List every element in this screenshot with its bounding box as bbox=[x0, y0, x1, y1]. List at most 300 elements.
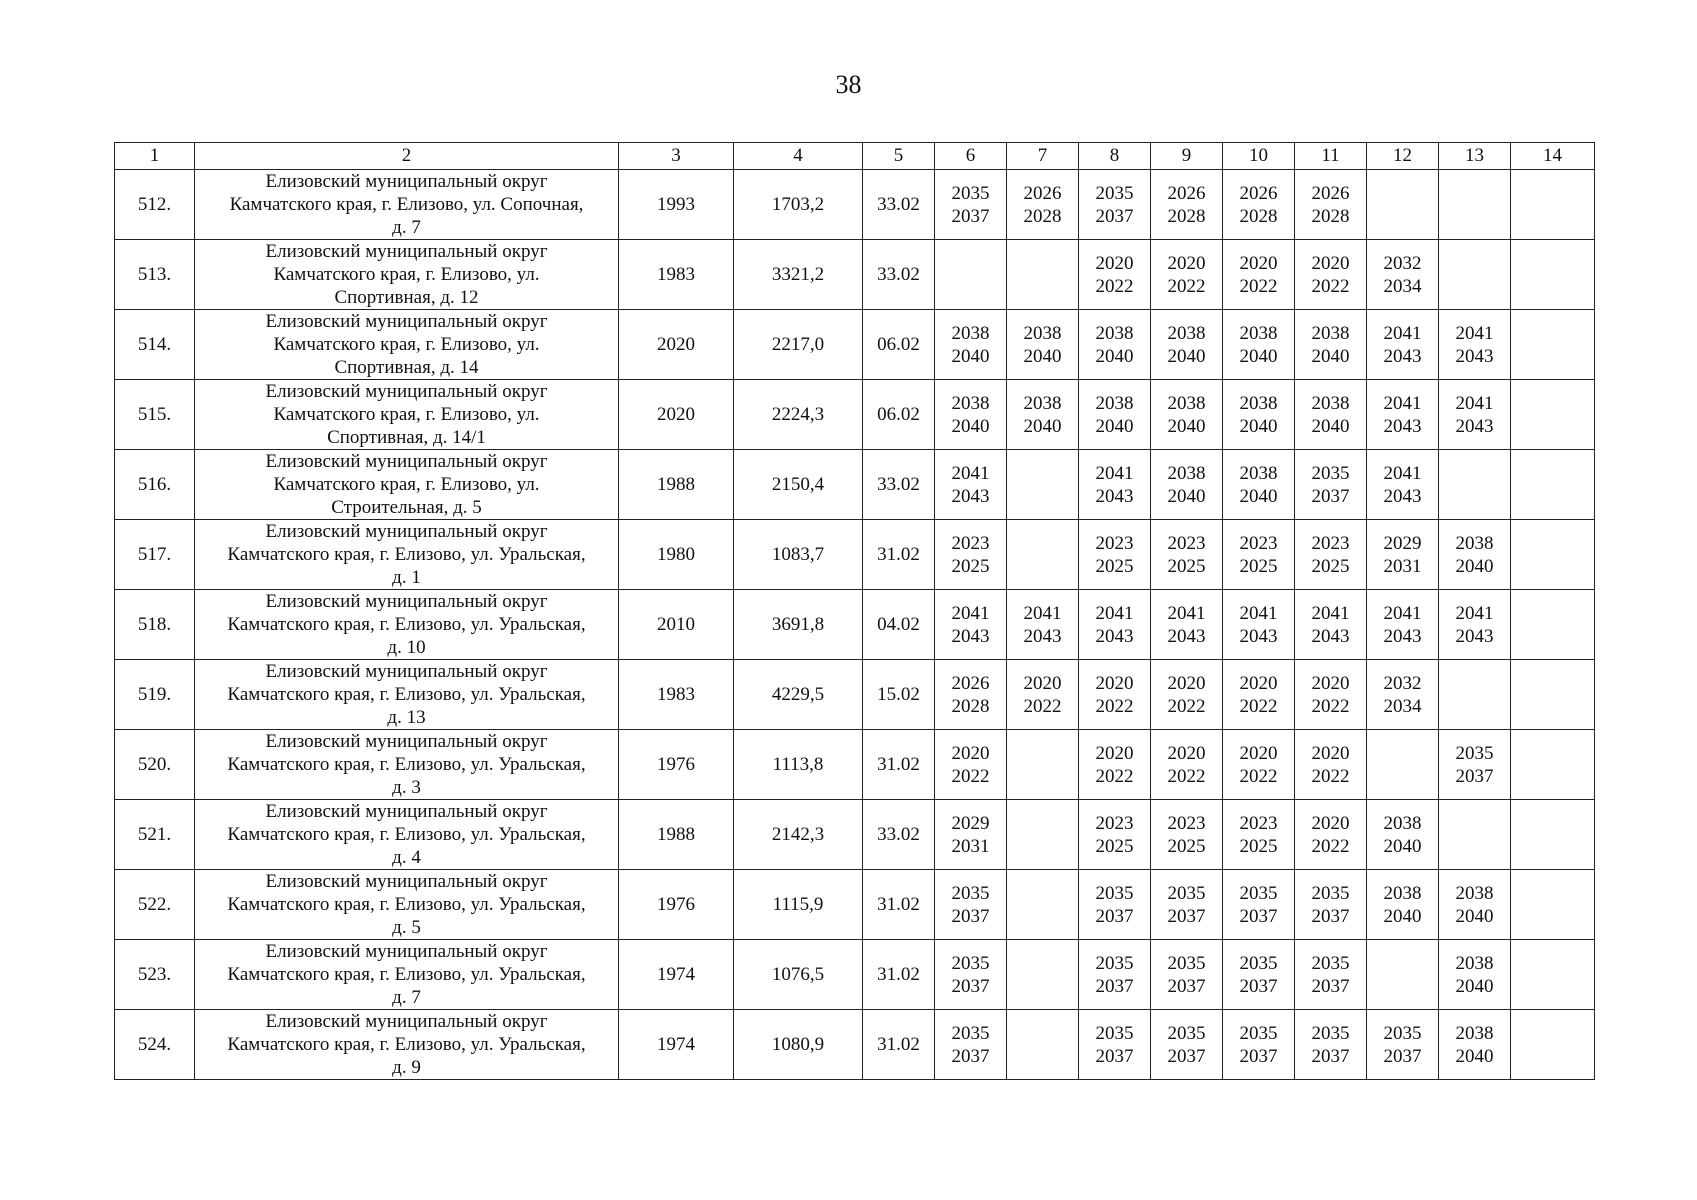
period-end: 2022 bbox=[1095, 275, 1134, 297]
address-cell bbox=[195, 800, 619, 870]
address-line: Елизовский муниципальный округ bbox=[265, 801, 548, 822]
period-end: 2034 bbox=[1383, 275, 1422, 297]
period-end: 2040 bbox=[1311, 415, 1350, 437]
area-cell: 2142,3 bbox=[734, 800, 863, 870]
row-number: 517. bbox=[115, 520, 195, 590]
period-end: 2043 bbox=[1455, 415, 1494, 437]
period-start: 2023 bbox=[951, 532, 990, 554]
period-cell bbox=[1511, 520, 1595, 590]
period-start: 2038 bbox=[1239, 322, 1278, 344]
period-start: 2038 bbox=[1383, 812, 1422, 834]
period-cell bbox=[1367, 450, 1439, 520]
period-cell bbox=[1223, 800, 1295, 870]
address-cell bbox=[195, 940, 619, 1010]
period-cell bbox=[1007, 870, 1079, 940]
address-line: Камчатского края, г. Елизово, ул. Уральская, bbox=[227, 684, 586, 705]
column-header: 10 bbox=[1223, 143, 1295, 170]
year-built-cell: 1974 bbox=[619, 940, 734, 1010]
period-cell bbox=[1007, 170, 1079, 240]
period-cell bbox=[1079, 590, 1151, 660]
address-line: Камчатского края, г. Елизово, ул. Уральская, bbox=[227, 544, 586, 565]
address-line: Елизовский муниципальный округ bbox=[265, 451, 548, 472]
period-start: 2026 bbox=[1311, 182, 1350, 204]
year-built-cell: 1983 bbox=[619, 240, 734, 310]
period-start: 2041 bbox=[951, 462, 990, 484]
address-line: Строительная, д. 5 bbox=[331, 497, 482, 518]
column-header: 1 bbox=[115, 143, 195, 170]
period-end: 2043 bbox=[1023, 625, 1062, 647]
period-start: 2032 bbox=[1383, 672, 1422, 694]
period-cell bbox=[1367, 380, 1439, 450]
address-line: Камчатского края, г. Елизово, ул. bbox=[273, 474, 540, 495]
period-cell bbox=[1007, 1010, 1079, 1080]
table-row bbox=[115, 870, 1595, 940]
period-end: 2034 bbox=[1383, 695, 1422, 717]
period-end: 2040 bbox=[1167, 485, 1206, 507]
period-cell bbox=[1295, 940, 1367, 1010]
period-cell bbox=[1223, 450, 1295, 520]
period-end: 2040 bbox=[1023, 415, 1062, 437]
period-cell bbox=[1439, 240, 1511, 310]
period-end: 2037 bbox=[1239, 905, 1278, 927]
period-cell bbox=[1511, 590, 1595, 660]
period-end: 2022 bbox=[1095, 695, 1134, 717]
year-built-cell: 1988 bbox=[619, 450, 734, 520]
period-start: 2038 bbox=[951, 322, 990, 344]
code-cell: 31.02 bbox=[863, 730, 935, 800]
period-start: 2035 bbox=[1455, 742, 1494, 764]
area-cell: 1115,9 bbox=[734, 870, 863, 940]
period-start: 2035 bbox=[1239, 952, 1278, 974]
period-cell bbox=[1007, 450, 1079, 520]
row-number: 512. bbox=[115, 170, 195, 240]
period-end: 2037 bbox=[1095, 205, 1134, 227]
period-start: 2035 bbox=[1239, 882, 1278, 904]
period-end: 2043 bbox=[951, 485, 990, 507]
period-start: 2041 bbox=[1023, 602, 1062, 624]
address-cell bbox=[195, 660, 619, 730]
period-start: 2035 bbox=[951, 182, 990, 204]
period-start: 2041 bbox=[1311, 602, 1350, 624]
period-cell bbox=[1007, 730, 1079, 800]
period-cell bbox=[935, 380, 1007, 450]
table-row bbox=[115, 240, 1595, 310]
period-end: 2043 bbox=[951, 625, 990, 647]
period-end: 2022 bbox=[951, 765, 990, 787]
address-line: Камчатского края, г. Елизово, ул. Уральская, bbox=[227, 754, 586, 775]
period-end: 2022 bbox=[1095, 765, 1134, 787]
period-end: 2040 bbox=[1455, 905, 1494, 927]
period-start: 2038 bbox=[1167, 322, 1206, 344]
table-row bbox=[115, 660, 1595, 730]
period-cell bbox=[935, 240, 1007, 310]
row-number: 520. bbox=[115, 730, 195, 800]
table-row bbox=[115, 170, 1595, 240]
period-cell bbox=[1151, 1010, 1223, 1080]
period-cell bbox=[1367, 800, 1439, 870]
period-cell bbox=[1079, 380, 1151, 450]
period-end: 2028 bbox=[951, 695, 990, 717]
period-end: 2031 bbox=[951, 835, 990, 857]
address-line: Камчатского края, г. Елизово, ул. Сопочная, bbox=[229, 194, 584, 215]
column-header: 14 bbox=[1511, 143, 1595, 170]
period-start: 2035 bbox=[1239, 1022, 1278, 1044]
period-end: 2040 bbox=[1023, 345, 1062, 367]
period-cell bbox=[1007, 940, 1079, 1010]
period-start: 2020 bbox=[1239, 742, 1278, 764]
period-cell bbox=[1151, 800, 1223, 870]
period-cell bbox=[1223, 660, 1295, 730]
period-start: 2035 bbox=[1167, 952, 1206, 974]
code-cell: 06.02 bbox=[863, 310, 935, 380]
area-cell: 2150,4 bbox=[734, 450, 863, 520]
period-end: 2037 bbox=[1095, 975, 1134, 997]
period-end: 2025 bbox=[1167, 555, 1206, 577]
period-cell bbox=[1439, 660, 1511, 730]
table-row bbox=[115, 450, 1595, 520]
period-cell bbox=[1367, 1010, 1439, 1080]
period-cell bbox=[1439, 590, 1511, 660]
period-start: 2029 bbox=[1383, 532, 1422, 554]
period-cell bbox=[1367, 730, 1439, 800]
period-cell bbox=[935, 660, 1007, 730]
period-start: 2023 bbox=[1167, 812, 1206, 834]
column-header: 6 bbox=[935, 143, 1007, 170]
period-end: 2037 bbox=[1455, 765, 1494, 787]
period-end: 2037 bbox=[1383, 1045, 1422, 1067]
period-cell bbox=[1439, 1010, 1511, 1080]
code-cell: 33.02 bbox=[863, 240, 935, 310]
period-end: 2031 bbox=[1383, 555, 1422, 577]
period-cell bbox=[1007, 380, 1079, 450]
year-built-cell: 2020 bbox=[619, 310, 734, 380]
column-header: 8 bbox=[1079, 143, 1151, 170]
address-line: Камчатского края, г. Елизово, ул. Уральская, bbox=[227, 824, 586, 845]
period-end: 2043 bbox=[1383, 415, 1422, 437]
period-end: 2043 bbox=[1311, 625, 1350, 647]
period-cell bbox=[1439, 730, 1511, 800]
period-start: 2041 bbox=[1239, 602, 1278, 624]
row-number: 521. bbox=[115, 800, 195, 870]
period-start: 2026 bbox=[1167, 182, 1206, 204]
period-cell bbox=[1151, 730, 1223, 800]
period-start: 2023 bbox=[1311, 532, 1350, 554]
period-start: 2041 bbox=[1383, 602, 1422, 624]
period-start: 2023 bbox=[1239, 532, 1278, 554]
period-start: 2020 bbox=[1095, 252, 1134, 274]
period-cell bbox=[1439, 940, 1511, 1010]
period-cell bbox=[1223, 940, 1295, 1010]
period-end: 2022 bbox=[1023, 695, 1062, 717]
period-start: 2020 bbox=[1167, 742, 1206, 764]
period-start: 2038 bbox=[1023, 322, 1062, 344]
code-cell: 15.02 bbox=[863, 660, 935, 730]
period-start: 2026 bbox=[1023, 182, 1062, 204]
code-cell: 06.02 bbox=[863, 380, 935, 450]
period-cell bbox=[935, 590, 1007, 660]
period-end: 2040 bbox=[1455, 975, 1494, 997]
period-end: 2022 bbox=[1311, 835, 1350, 857]
period-cell bbox=[1511, 240, 1595, 310]
period-start: 2035 bbox=[1095, 1022, 1134, 1044]
period-cell bbox=[1151, 520, 1223, 590]
year-built-cell: 1974 bbox=[619, 1010, 734, 1080]
period-start: 2041 bbox=[951, 602, 990, 624]
year-built-cell: 2010 bbox=[619, 590, 734, 660]
year-built-cell: 1988 bbox=[619, 800, 734, 870]
period-cell bbox=[1367, 310, 1439, 380]
period-cell bbox=[1295, 590, 1367, 660]
period-cell bbox=[1295, 170, 1367, 240]
period-start: 2035 bbox=[1311, 1022, 1350, 1044]
period-cell bbox=[1151, 870, 1223, 940]
period-start: 2038 bbox=[1239, 462, 1278, 484]
period-start: 2023 bbox=[1239, 812, 1278, 834]
period-start: 2038 bbox=[951, 392, 990, 414]
address-line: Елизовский муниципальный округ bbox=[265, 871, 548, 892]
period-start: 2020 bbox=[1167, 252, 1206, 274]
period-cell bbox=[1007, 240, 1079, 310]
period-start: 2035 bbox=[1311, 882, 1350, 904]
period-start: 2020 bbox=[1167, 672, 1206, 694]
code-cell: 33.02 bbox=[863, 800, 935, 870]
period-start: 2038 bbox=[1239, 392, 1278, 414]
period-end: 2037 bbox=[1167, 1045, 1206, 1067]
period-end: 2022 bbox=[1167, 765, 1206, 787]
period-cell bbox=[1295, 240, 1367, 310]
period-end: 2040 bbox=[1455, 1045, 1494, 1067]
address-cell bbox=[195, 450, 619, 520]
period-start: 2035 bbox=[1383, 1022, 1422, 1044]
period-cell bbox=[1151, 940, 1223, 1010]
period-end: 2025 bbox=[1311, 555, 1350, 577]
period-end: 2043 bbox=[1383, 485, 1422, 507]
period-end: 2037 bbox=[1095, 1045, 1134, 1067]
period-cell bbox=[1151, 590, 1223, 660]
address-cell bbox=[195, 170, 619, 240]
period-cell bbox=[1007, 660, 1079, 730]
period-end: 2043 bbox=[1095, 485, 1134, 507]
period-cell bbox=[1079, 450, 1151, 520]
period-cell bbox=[1367, 240, 1439, 310]
period-end: 2037 bbox=[1167, 905, 1206, 927]
address-line: Камчатского края, г. Елизово, ул. bbox=[273, 264, 540, 285]
period-cell bbox=[1367, 170, 1439, 240]
period-end: 2040 bbox=[1311, 345, 1350, 367]
period-end: 2043 bbox=[1095, 625, 1134, 647]
period-cell bbox=[1079, 310, 1151, 380]
period-cell bbox=[1079, 240, 1151, 310]
period-cell bbox=[1151, 380, 1223, 450]
period-end: 2037 bbox=[1239, 1045, 1278, 1067]
period-start: 2038 bbox=[1311, 322, 1350, 344]
period-start: 2035 bbox=[951, 952, 990, 974]
period-cell bbox=[1079, 1010, 1151, 1080]
period-end: 2028 bbox=[1167, 205, 1206, 227]
period-start: 2041 bbox=[1095, 462, 1134, 484]
row-number: 522. bbox=[115, 870, 195, 940]
row-number: 515. bbox=[115, 380, 195, 450]
period-cell bbox=[1367, 660, 1439, 730]
period-cell bbox=[1151, 240, 1223, 310]
page-number: 38 bbox=[835, 70, 862, 99]
address-line: Елизовский муниципальный округ bbox=[265, 311, 548, 332]
period-end: 2043 bbox=[1239, 625, 1278, 647]
code-cell: 31.02 bbox=[863, 1010, 935, 1080]
period-start: 2023 bbox=[1095, 812, 1134, 834]
period-cell bbox=[935, 870, 1007, 940]
period-cell bbox=[1151, 170, 1223, 240]
period-start: 2023 bbox=[1167, 532, 1206, 554]
period-cell bbox=[1295, 1010, 1367, 1080]
address-cell bbox=[195, 310, 619, 380]
period-end: 2022 bbox=[1167, 275, 1206, 297]
period-end: 2028 bbox=[1311, 205, 1350, 227]
period-cell bbox=[1223, 730, 1295, 800]
period-end: 2022 bbox=[1239, 695, 1278, 717]
table-row bbox=[115, 800, 1595, 870]
period-cell bbox=[1079, 870, 1151, 940]
period-end: 2040 bbox=[951, 345, 990, 367]
address-line: д. 7 bbox=[392, 987, 421, 1008]
period-cell bbox=[935, 940, 1007, 1010]
area-cell: 2217,0 bbox=[734, 310, 863, 380]
code-cell: 31.02 bbox=[863, 870, 935, 940]
period-start: 2041 bbox=[1167, 602, 1206, 624]
row-number: 519. bbox=[115, 660, 195, 730]
period-cell bbox=[1439, 170, 1511, 240]
period-end: 2040 bbox=[1095, 345, 1134, 367]
period-cell bbox=[935, 1010, 1007, 1080]
period-start: 2026 bbox=[1239, 182, 1278, 204]
period-end: 2025 bbox=[1095, 835, 1134, 857]
period-end: 2037 bbox=[1239, 975, 1278, 997]
period-cell bbox=[1151, 310, 1223, 380]
code-cell: 31.02 bbox=[863, 520, 935, 590]
period-cell bbox=[1295, 730, 1367, 800]
period-start: 2038 bbox=[1455, 532, 1494, 554]
address-cell bbox=[195, 870, 619, 940]
code-cell: 33.02 bbox=[863, 450, 935, 520]
column-header: 12 bbox=[1367, 143, 1439, 170]
period-end: 2022 bbox=[1311, 765, 1350, 787]
period-start: 2041 bbox=[1455, 602, 1494, 624]
period-start: 2041 bbox=[1383, 462, 1422, 484]
period-end: 2037 bbox=[1311, 975, 1350, 997]
year-built-cell: 2020 bbox=[619, 380, 734, 450]
period-cell bbox=[1223, 590, 1295, 660]
address-line: Елизовский муниципальный округ bbox=[265, 661, 548, 682]
period-cell bbox=[1007, 590, 1079, 660]
year-built-cell: 1980 bbox=[619, 520, 734, 590]
period-end: 2022 bbox=[1311, 695, 1350, 717]
period-cell bbox=[1511, 170, 1595, 240]
period-cell bbox=[1295, 450, 1367, 520]
period-start: 2038 bbox=[1095, 392, 1134, 414]
period-start: 2020 bbox=[1311, 812, 1350, 834]
period-cell bbox=[1511, 310, 1595, 380]
period-start: 2020 bbox=[1023, 672, 1062, 694]
period-end: 2043 bbox=[1383, 625, 1422, 647]
address-line: д. 3 bbox=[392, 777, 421, 798]
period-start: 2038 bbox=[1095, 322, 1134, 344]
period-end: 2040 bbox=[1383, 905, 1422, 927]
address-line: Елизовский муниципальный округ bbox=[265, 171, 548, 192]
period-end: 2040 bbox=[1167, 415, 1206, 437]
period-end: 2025 bbox=[1239, 555, 1278, 577]
column-header: 3 bbox=[619, 143, 734, 170]
address-line: д. 9 bbox=[392, 1057, 421, 1078]
address-line: Спортивная, д. 14 bbox=[334, 357, 479, 378]
area-cell: 1083,7 bbox=[734, 520, 863, 590]
address-line: Спортивная, д. 14/1 bbox=[327, 427, 486, 448]
period-end: 2037 bbox=[951, 975, 990, 997]
table-body bbox=[115, 170, 1595, 1080]
column-header: 9 bbox=[1151, 143, 1223, 170]
address-line: Камчатского края, г. Елизово, ул. Уральская, bbox=[227, 964, 586, 985]
address-line: д. 5 bbox=[392, 917, 421, 938]
period-start: 2038 bbox=[1023, 392, 1062, 414]
period-start: 2020 bbox=[1311, 672, 1350, 694]
address-line: Елизовский муниципальный округ bbox=[265, 941, 548, 962]
address-line: д. 4 bbox=[392, 847, 421, 868]
year-built-cell: 1993 bbox=[619, 170, 734, 240]
period-cell bbox=[1295, 380, 1367, 450]
period-start: 2020 bbox=[1095, 672, 1134, 694]
period-cell bbox=[1223, 240, 1295, 310]
period-cell bbox=[1439, 800, 1511, 870]
period-cell bbox=[1295, 800, 1367, 870]
period-end: 2022 bbox=[1239, 275, 1278, 297]
address-line: Камчатского края, г. Елизово, ул. Уральская, bbox=[227, 894, 586, 915]
period-cell bbox=[1367, 590, 1439, 660]
address-cell bbox=[195, 1010, 619, 1080]
period-cell bbox=[1223, 310, 1295, 380]
period-start: 2035 bbox=[951, 1022, 990, 1044]
period-end: 2043 bbox=[1167, 625, 1206, 647]
column-header: 11 bbox=[1295, 143, 1367, 170]
period-end: 2025 bbox=[1239, 835, 1278, 857]
period-cell bbox=[1079, 800, 1151, 870]
period-cell bbox=[1439, 380, 1511, 450]
period-start: 2035 bbox=[1311, 462, 1350, 484]
code-cell: 33.02 bbox=[863, 170, 935, 240]
period-cell bbox=[935, 310, 1007, 380]
period-start: 2035 bbox=[1167, 1022, 1206, 1044]
period-end: 2043 bbox=[1383, 345, 1422, 367]
period-start: 2035 bbox=[1167, 882, 1206, 904]
period-start: 2041 bbox=[1455, 322, 1494, 344]
period-end: 2040 bbox=[951, 415, 990, 437]
column-header: 7 bbox=[1007, 143, 1079, 170]
period-end: 2043 bbox=[1455, 345, 1494, 367]
period-start: 2023 bbox=[1095, 532, 1134, 554]
table-row bbox=[115, 310, 1595, 380]
year-built-cell: 1976 bbox=[619, 730, 734, 800]
address-line: Елизовский муниципальный округ bbox=[265, 591, 548, 612]
period-cell bbox=[935, 800, 1007, 870]
area-cell: 4229,5 bbox=[734, 660, 863, 730]
period-start: 2041 bbox=[1455, 392, 1494, 414]
period-cell bbox=[1295, 660, 1367, 730]
table-row bbox=[115, 380, 1595, 450]
period-cell bbox=[1511, 800, 1595, 870]
period-cell bbox=[1439, 450, 1511, 520]
address-line: д. 10 bbox=[387, 637, 426, 658]
area-cell: 3691,8 bbox=[734, 590, 863, 660]
period-cell bbox=[1007, 800, 1079, 870]
address-line: Елизовский муниципальный округ bbox=[265, 381, 548, 402]
